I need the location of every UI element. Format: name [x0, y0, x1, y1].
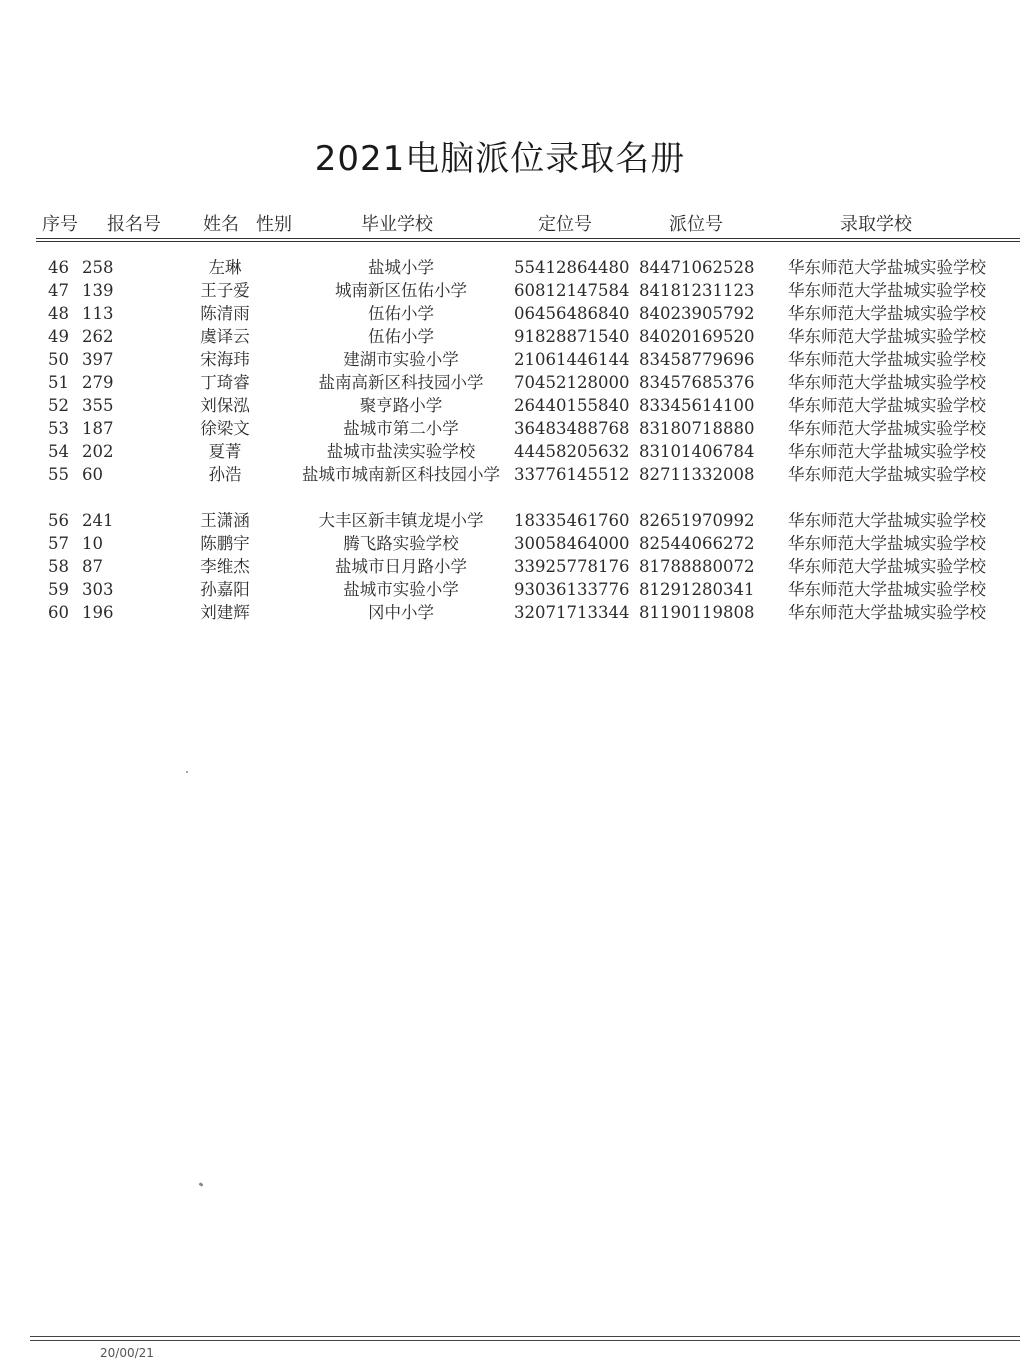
cell-dispatch: 81190119808 — [639, 603, 755, 622]
cell-reg: 196 — [82, 603, 114, 622]
cell-dispatch: 84471062528 — [639, 258, 755, 277]
table-row — [0, 440, 1020, 463]
cell-reg: 60 — [82, 465, 103, 484]
cell-name: 王子爱 — [200, 281, 250, 300]
table-row — [0, 555, 1020, 578]
header-name: 姓名 — [203, 214, 239, 235]
cell-admit: 华东师范大学盐城实验学校 — [788, 603, 986, 622]
cell-seq: 59 — [48, 580, 69, 599]
cell-position: 44458205632 — [514, 442, 630, 461]
cell-admit: 华东师范大学盐城实验学校 — [788, 442, 986, 461]
cell-name: 徐梁文 — [200, 419, 250, 438]
cell-school: 盐城市第二小学 — [343, 419, 459, 438]
cell-reg: 397 — [82, 350, 114, 369]
cell-school: 盐南高新区科技园小学 — [318, 373, 484, 392]
cell-school: 盐城市盐渎实验学校 — [326, 442, 476, 461]
table-row — [0, 371, 1020, 394]
cell-reg: 113 — [82, 304, 114, 323]
table-header — [0, 210, 1020, 236]
cell-name: 陈清雨 — [200, 304, 250, 323]
cell-school: 冈中小学 — [368, 603, 434, 622]
cell-admit: 华东师范大学盐城实验学校 — [788, 534, 986, 553]
cell-reg: 10 — [82, 534, 103, 553]
header-rule-top — [36, 238, 1020, 239]
table-row — [0, 279, 1020, 302]
cell-seq: 55 — [48, 465, 69, 484]
footer-rule-bottom — [30, 1340, 1020, 1341]
cell-admit: 华东师范大学盐城实验学校 — [788, 396, 986, 415]
cell-school: 盐城小学 — [368, 258, 434, 277]
cell-seq: 52 — [48, 396, 69, 415]
cell-seq: 54 — [48, 442, 69, 461]
cell-reg: 87 — [82, 557, 103, 576]
cell-seq: 50 — [48, 350, 69, 369]
cell-admit: 华东师范大学盐城实验学校 — [788, 511, 986, 530]
cell-admit: 华东师范大学盐城实验学校 — [788, 327, 986, 346]
cell-name: 左琳 — [208, 258, 242, 277]
cell-seq: 60 — [48, 603, 69, 622]
footer-date: 20/00/21 — [100, 1346, 154, 1360]
cell-position: 21061446144 — [514, 350, 630, 369]
table-row — [0, 532, 1020, 555]
cell-name: 虞译云 — [200, 327, 250, 346]
cell-admit: 华东师范大学盐城实验学校 — [788, 557, 986, 576]
cell-position: 93036133776 — [514, 580, 630, 599]
table-row — [0, 417, 1020, 440]
cell-reg: 202 — [82, 442, 114, 461]
cell-reg: 241 — [82, 511, 114, 530]
table-row — [0, 509, 1020, 532]
cell-position: 91828871540 — [514, 327, 630, 346]
cell-position: 18335461760 — [514, 511, 630, 530]
cell-reg: 355 — [82, 396, 114, 415]
table-row — [0, 325, 1020, 348]
cell-name: 夏菁 — [208, 442, 242, 461]
cell-admit: 华东师范大学盐城实验学校 — [788, 465, 986, 484]
cell-reg: 262 — [82, 327, 114, 346]
cell-dispatch: 81788880072 — [639, 557, 755, 576]
cell-dispatch: 84181231123 — [639, 281, 755, 300]
cell-seq: 53 — [48, 419, 69, 438]
cell-admit: 华东师范大学盐城实验学校 — [788, 258, 986, 277]
cell-dispatch: 83101406784 — [639, 442, 755, 461]
cell-name: 孙嘉阳 — [200, 580, 250, 599]
cell-position: 30058464000 — [514, 534, 630, 553]
cell-school: 城南新区伍佑小学 — [335, 281, 467, 300]
footer-rule-top — [30, 1336, 1020, 1337]
cell-reg: 303 — [82, 580, 114, 599]
table-row — [0, 578, 1020, 601]
cell-dispatch: 82544066272 — [639, 534, 755, 553]
header-rule-bottom — [36, 241, 1020, 242]
cell-seq: 48 — [48, 304, 69, 323]
cell-dispatch: 84023905792 — [639, 304, 755, 323]
admission-table — [0, 256, 1020, 624]
cell-dispatch: 83458779696 — [639, 350, 755, 369]
header-gender: 性别 — [256, 214, 292, 235]
table-row — [0, 348, 1020, 371]
cell-school: 伍佑小学 — [368, 327, 434, 346]
cell-name: 刘建辉 — [200, 603, 250, 622]
cell-position: 60812147584 — [514, 281, 630, 300]
cell-seq: 58 — [48, 557, 69, 576]
cell-school: 盐城市城南新区科技园小学 — [302, 465, 500, 484]
cell-name: 丁琦睿 — [200, 373, 250, 392]
cell-admit: 华东师范大学盐城实验学校 — [788, 281, 986, 300]
cell-position: 32071713344 — [514, 603, 630, 622]
cell-reg: 187 — [82, 419, 114, 438]
cell-dispatch: 83180718880 — [639, 419, 755, 438]
cell-school: 建湖市实验小学 — [343, 350, 459, 369]
cell-name: 孙浩 — [208, 465, 242, 484]
header-position: 定位号 — [538, 214, 592, 235]
header-school: 毕业学校 — [361, 214, 433, 235]
cell-school: 盐城市实验小学 — [343, 580, 459, 599]
cell-school: 腾飞路实验学校 — [343, 534, 459, 553]
cell-school: 大丰区新丰镇龙堤小学 — [318, 511, 484, 530]
table-row — [0, 601, 1020, 624]
table-row — [0, 302, 1020, 325]
header-dispatch: 派位号 — [669, 214, 723, 235]
cell-position: 70452128000 — [514, 373, 630, 392]
cell-reg: 139 — [82, 281, 114, 300]
table-row — [0, 463, 1020, 509]
cell-name: 陈鹏宇 — [200, 534, 250, 553]
cell-name: 宋海玮 — [200, 350, 250, 369]
table-row — [0, 256, 1020, 279]
cell-name: 王潇涵 — [200, 511, 250, 530]
cell-admit: 华东师范大学盐城实验学校 — [788, 373, 986, 392]
scan-speck — [199, 1182, 204, 1187]
scan-speck — [186, 771, 188, 773]
cell-admit: 华东师范大学盐城实验学校 — [788, 580, 986, 599]
cell-position: 36483488768 — [514, 419, 630, 438]
cell-seq: 56 — [48, 511, 69, 530]
cell-position: 33925778176 — [514, 557, 630, 576]
cell-seq: 57 — [48, 534, 69, 553]
cell-seq: 47 — [48, 281, 69, 300]
cell-position: 26440155840 — [514, 396, 630, 415]
cell-seq: 46 — [48, 258, 69, 277]
cell-admit: 华东师范大学盐城实验学校 — [788, 350, 986, 369]
cell-position: 55412864480 — [514, 258, 630, 277]
cell-reg: 279 — [82, 373, 114, 392]
cell-admit: 华东师范大学盐城实验学校 — [788, 419, 986, 438]
cell-position: 33776145512 — [514, 465, 630, 484]
cell-dispatch: 82711332008 — [639, 465, 755, 484]
cell-school: 伍佑小学 — [368, 304, 434, 323]
header-admit: 录取学校 — [840, 214, 912, 235]
cell-reg: 258 — [82, 258, 114, 277]
cell-name: 李维杰 — [200, 557, 250, 576]
cell-school: 盐城市日月路小学 — [335, 557, 467, 576]
cell-dispatch: 84020169520 — [639, 327, 755, 346]
cell-admit: 华东师范大学盐城实验学校 — [788, 304, 986, 323]
cell-dispatch: 82651970992 — [639, 511, 755, 530]
cell-dispatch: 83457685376 — [639, 373, 755, 392]
cell-name: 刘保泓 — [200, 396, 250, 415]
cell-school: 聚亨路小学 — [359, 396, 443, 415]
cell-dispatch: 81291280341 — [639, 580, 755, 599]
page-title: 2021电脑派位录取名册 — [314, 139, 686, 179]
table-row — [0, 394, 1020, 417]
cell-position: 06456486840 — [514, 304, 630, 323]
cell-seq: 49 — [48, 327, 69, 346]
cell-seq: 51 — [48, 373, 69, 392]
header-seq: 序号 — [42, 214, 78, 235]
header-reg: 报名号 — [107, 214, 161, 235]
cell-dispatch: 83345614100 — [639, 396, 755, 415]
